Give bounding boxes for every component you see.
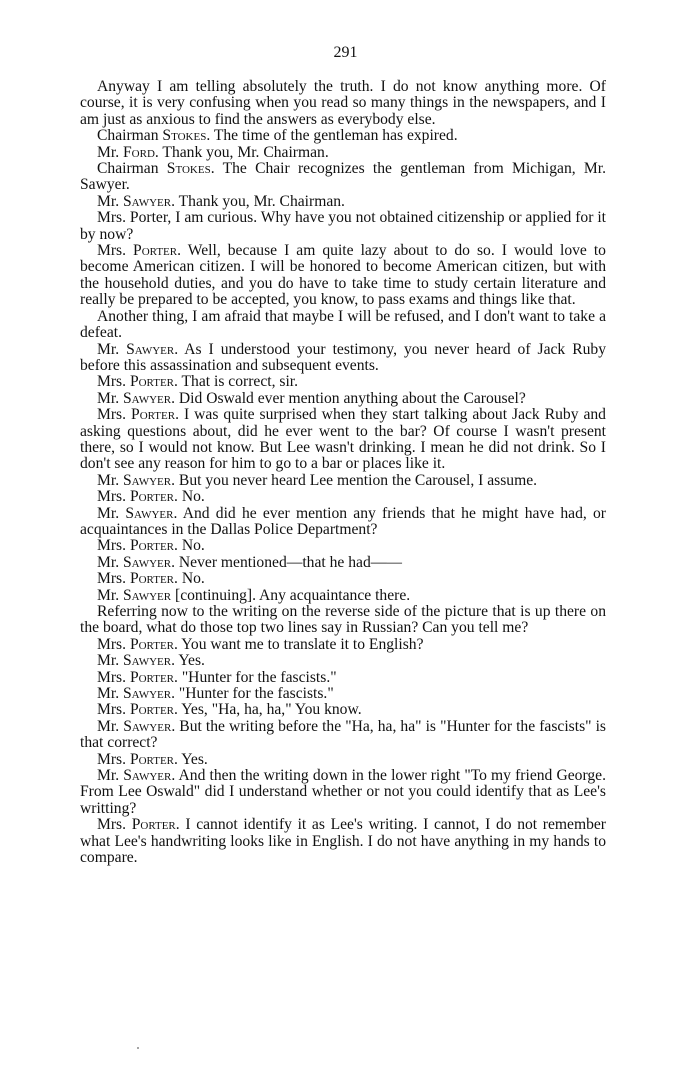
transcript-paragraph [80, 391, 606, 407]
transcript-paragraph [80, 752, 606, 768]
speaker-title: Mrs. [97, 242, 134, 260]
speaker-name: Porter [131, 816, 176, 834]
transcript-paragraph [80, 571, 606, 587]
speaker-name: Porter [129, 668, 175, 686]
speaker-title: Mr. [97, 143, 123, 161]
speaker-title: Mr. [97, 504, 126, 522]
speaker-name: Sawyer [123, 553, 172, 571]
transcript-paragraph [80, 161, 606, 194]
speaker-title: Mrs. [97, 488, 130, 506]
speaker-name: Sawyer [123, 717, 172, 735]
transcript-paragraph [80, 604, 606, 637]
paragraph-text: . And then the writing down in the lower right "To my friend George. From Lee Oswald" did I understand whether or not you could identify that as Lee's writting? [80, 767, 606, 817]
paragraph-text: Another thing, I am afraid that maybe I will be refused, and I don't want to take a defeat. [80, 307, 606, 342]
speaker-name: Sawyer [125, 504, 174, 522]
transcript-paragraph [80, 309, 606, 342]
paragraph-text: . The Chair recognizes the gentleman from Michigan, Mr. Sawyer. [80, 160, 607, 194]
speaker-title: Mr. [97, 586, 123, 604]
speaker-name: Porter [129, 373, 175, 391]
transcript-paragraph [80, 653, 606, 669]
speaker-name: Sawyer [123, 586, 172, 604]
paragraph-text: . And did he ever mention any friends that he might have had, or acquaintances in the Dallas Police Department? [80, 504, 606, 538]
speaker-title: Mrs. [97, 701, 130, 719]
paragraph-text: . Well, because I am quite lazy about to do so. I would love to become American citizen. I will be honored to become American citizen, but with the household duties, and you do have to take time to study certain literature and really be prepared to be accepted, you know, to pass exams and things like that. [80, 242, 606, 309]
speaker-title: Chairman [97, 127, 163, 145]
paragraph-text: . Never mentioned—that he had—— [171, 553, 402, 571]
paragraph-text: . Thank you, Mr. Chairman. [154, 143, 329, 161]
paragraph-text: . As I understood your testimony, you never heard of Jack Ruby before this assassination and subsequent events. [80, 340, 607, 374]
paragraph-text: . Yes. [174, 750, 208, 768]
speaker-name: Porter [129, 570, 175, 588]
paragraph-text: . That is correct, sir. [174, 373, 299, 391]
speaker-name: Sawyer [123, 767, 172, 785]
transcript-paragraph [80, 555, 606, 571]
transcript-paragraph [80, 506, 606, 539]
scan-speck [137, 1047, 139, 1049]
transcript-paragraph [80, 243, 606, 309]
paragraph-text: . I cannot identify it as Lee's writing. I cannot, I do not remember what Lee's handwriting looks like in English. I do not have anything in my hands to compare. [80, 816, 606, 867]
speaker-title: Mr. [97, 192, 123, 210]
speaker-title: Mr. [97, 767, 124, 785]
speaker-name: Sawyer [123, 389, 172, 407]
speaker-name: Sawyer [123, 192, 172, 210]
paragraph-text: . "Hunter for the fascists." [174, 668, 337, 686]
paragraph-text: . "Hunter for the fascists." [171, 685, 334, 703]
paragraph-text: . Yes, "Ha, ha, ha," You know. [174, 701, 362, 719]
paragraph-text: . You want me to translate it to English? [174, 635, 424, 653]
speaker-title: Mrs. [97, 537, 130, 555]
speaker-title: Mrs. [97, 668, 130, 686]
speaker-name: Stokes [162, 127, 207, 145]
speaker-name: Porter [131, 406, 176, 424]
transcript-paragraph [80, 686, 606, 702]
speaker-name: Porter [129, 488, 175, 506]
speaker-title: Mrs. [97, 570, 130, 588]
paragraph-text: . Did Oswald ever mention anything about the Carousel? [171, 389, 526, 407]
transcript-paragraph [80, 719, 606, 752]
speaker-name: Ford [123, 143, 155, 161]
transcript-paragraph [80, 817, 606, 866]
transcript-body [80, 79, 606, 867]
transcript-paragraph [80, 145, 606, 161]
speaker-title: Chairman [97, 160, 167, 178]
transcript-paragraph [80, 407, 606, 473]
speaker-name: Porter [129, 750, 175, 768]
transcript-paragraph [80, 670, 606, 686]
transcript-paragraph [80, 768, 606, 817]
speaker-title: Mrs. [97, 635, 130, 653]
speaker-name: Porter [129, 701, 175, 719]
paragraph-text: Anyway I am telling absolutely the truth. I do not know anything more. Of course, it is very confusing when you read so many things in the newspapers, and I am just as anxious to find the answers as everybody else. [80, 78, 606, 128]
speaker-name: Sawyer [126, 340, 175, 358]
speaker-name: Porter [129, 537, 175, 555]
transcript-paragraph [80, 194, 606, 210]
speaker-title: Mrs. [97, 750, 130, 768]
paragraph-text: . But you never heard Lee mention the Carousel, I assume. [171, 471, 538, 489]
speaker-name: Sawyer [123, 652, 172, 670]
paragraph-text: Mrs. Porter, I am curious. Why have you not obtained citizenship or applied for it by now? [80, 209, 606, 243]
paragraph-text: . But the writing before the "Ha, ha, ha" is "Hunter for the fascists" is that correct? [80, 717, 606, 752]
speaker-title: Mr. [97, 553, 123, 571]
transcript-paragraph [80, 637, 606, 653]
paragraph-text: . Thank you, Mr. Chairman. [171, 192, 345, 210]
paragraph-text: . I was quite surprised when they start talking about Jack Ruby and asking questions about, did he ever went to the bar? Of course I wasn't present there, so I would not know. But Lee wasn't drinking. I mean he did not drink. So I don't see any reason for him to go to a bar or places like it. [80, 406, 606, 473]
speaker-title: Mr. [97, 471, 123, 489]
transcript-paragraph [80, 588, 606, 604]
speaker-name: Sawyer [123, 685, 172, 703]
speaker-name: Porter [129, 635, 175, 653]
paragraph-text: . Yes. [171, 652, 205, 670]
transcript-paragraph [80, 128, 606, 144]
speaker-title: Mrs. [97, 406, 132, 424]
paragraph-text: . No. [174, 537, 205, 555]
speaker-name: Sawyer [123, 471, 172, 489]
paragraph-text: . No. [174, 488, 205, 506]
transcript-paragraph [80, 473, 606, 489]
speaker-title: Mr. [97, 340, 127, 358]
speaker-name: Stokes [166, 160, 211, 178]
paragraph-text: Referring now to the writing on the reverse side of the picture that is up there on the board, what do those top two lines say in Russian? Can you tell me? [80, 603, 606, 637]
paragraph-text: . The time of the gentleman has expired. [206, 127, 458, 145]
speaker-title: Mr. [97, 685, 123, 703]
page-number: 291 [333, 44, 358, 61]
speaker-title: Mrs. [97, 816, 132, 834]
transcript-paragraph [80, 79, 606, 128]
transcript-paragraph [80, 342, 606, 375]
speaker-title: Mr. [97, 652, 123, 670]
paragraph-text: [continuing]. Any acquaintance there. [171, 586, 411, 604]
speaker-title: Mr. [97, 389, 123, 407]
transcript-paragraph [80, 538, 606, 554]
transcript-paragraph [80, 210, 606, 243]
transcript-paragraph [80, 374, 606, 390]
paragraph-text: . No. [174, 570, 205, 588]
speaker-name: Porter [133, 242, 178, 260]
speaker-title: Mrs. [97, 373, 130, 391]
speaker-title: Mr. [97, 717, 124, 735]
transcript-paragraph [80, 489, 606, 505]
transcript-paragraph [80, 702, 606, 718]
